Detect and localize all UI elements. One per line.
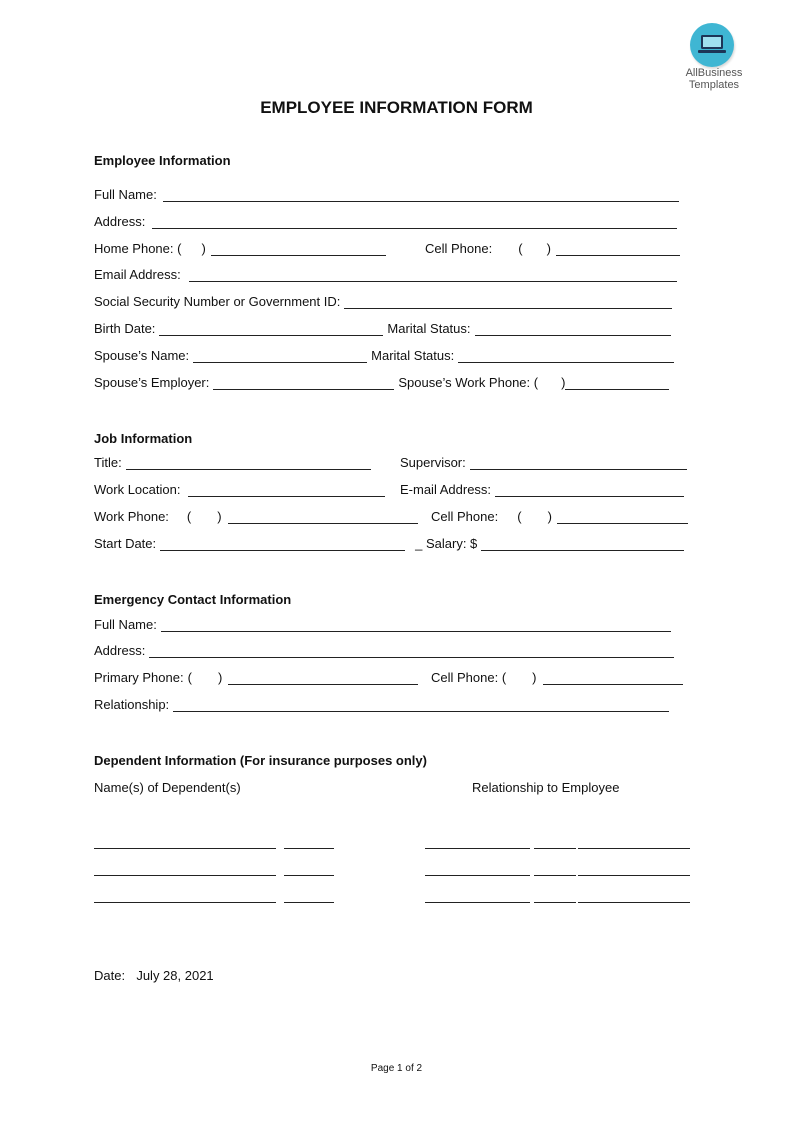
- email-row: Email Address:: [94, 268, 677, 282]
- work-location-row: Work Location:: [94, 483, 385, 497]
- dependent-relationship-row: [425, 835, 690, 849]
- emergency-cell-row: Cell Phone: ( ): [431, 671, 683, 685]
- emergency-address-field[interactable]: [149, 645, 674, 658]
- dependent-extra-field[interactable]: [284, 863, 334, 876]
- dependent-row: [94, 835, 334, 849]
- address-field[interactable]: [152, 216, 677, 229]
- spouse-name-field[interactable]: [193, 350, 367, 363]
- dependent-names-header: Name(s) of Dependent(s): [94, 780, 241, 795]
- page-title: EMPLOYEE INFORMATION FORM: [260, 98, 533, 117]
- emergency-name-field[interactable]: [161, 619, 671, 632]
- work-phone-field[interactable]: [228, 511, 418, 524]
- section-heading-employee: Employee Information: [94, 153, 231, 168]
- dependent-relationship-field[interactable]: [534, 890, 576, 903]
- spouse-work-phone-field[interactable]: [565, 377, 669, 390]
- cell-phone-row: Cell Phone: ( ): [425, 242, 680, 256]
- supervisor-field[interactable]: [470, 457, 687, 470]
- laptop-icon: [690, 23, 734, 67]
- relationship-field[interactable]: [173, 699, 669, 712]
- supervisor-row: Supervisor:: [400, 456, 687, 470]
- emergency-cell-field[interactable]: [543, 672, 683, 685]
- full-name-field[interactable]: [163, 189, 679, 202]
- spouse-marital-status-field[interactable]: [458, 350, 674, 363]
- start-date-row: Start Date: _ Salary: $: [94, 537, 684, 551]
- work-phone-row: Work Phone: ( ): [94, 510, 418, 524]
- date-row: [94, 968, 214, 983]
- dependent-extra-field[interactable]: [284, 836, 334, 849]
- home-phone-field[interactable]: [211, 243, 386, 256]
- section-heading-dependent: Dependent Information (For insurance purposes only): [94, 753, 427, 768]
- section-heading-emergency: Emergency Contact Information: [94, 592, 292, 607]
- work-location-field[interactable]: [188, 484, 385, 497]
- full-name-row: Full Name:: [94, 188, 679, 202]
- ssn-row: Social Security Number or Government ID:: [94, 295, 672, 309]
- dependent-extra-field[interactable]: [284, 890, 334, 903]
- dependent-row: [94, 862, 334, 876]
- spouse-employer-row: Spouse’s Employer: Spouse’s Work Phone: ( ): [94, 376, 669, 390]
- logo-text: AllBusiness Templates: [685, 67, 743, 91]
- marital-status-field[interactable]: [475, 323, 671, 336]
- birth-date-field[interactable]: [159, 323, 383, 336]
- date-value: July 28, 2021: [136, 968, 214, 983]
- page-number: Page 1 of 2: [370, 1063, 423, 1074]
- job-email-field[interactable]: [495, 484, 684, 497]
- date-label: Date:: [94, 968, 126, 983]
- spouse-name-row: Spouse’s Name: Marital Status:: [94, 349, 674, 363]
- dependent-relationship-field[interactable]: [425, 890, 530, 903]
- section-heading-job: Job Information: [94, 431, 193, 446]
- dependent-name-field[interactable]: [94, 836, 276, 849]
- primary-phone-field[interactable]: [228, 672, 418, 685]
- dependent-name-field[interactable]: [94, 890, 276, 903]
- dependent-relationship-header: Relationship to Employee: [472, 780, 620, 795]
- dependent-relationship-row: [425, 862, 690, 876]
- dependent-row: [94, 889, 334, 903]
- birth-date-row: Birth Date: Marital Status:: [94, 322, 671, 336]
- emergency-name-row: Full Name:: [94, 618, 671, 632]
- logo-badge: [690, 23, 734, 67]
- dependent-name-field[interactable]: [94, 863, 276, 876]
- salary-field[interactable]: [481, 538, 684, 551]
- dependent-relationship-field[interactable]: [425, 863, 530, 876]
- job-email-row: E-mail Address:: [400, 483, 684, 497]
- dependent-relationship-field[interactable]: [534, 863, 576, 876]
- dependent-relationship-row: [425, 889, 690, 903]
- relationship-row: Relationship:: [94, 698, 669, 712]
- dependent-relationship-field[interactable]: [534, 836, 576, 849]
- job-cell-phone-row: Cell Phone: ( ): [431, 510, 688, 524]
- job-title-field[interactable]: [126, 457, 371, 470]
- dependent-relationship-field[interactable]: [578, 836, 690, 849]
- spouse-employer-field[interactable]: [213, 377, 394, 390]
- cell-phone-field[interactable]: [556, 243, 680, 256]
- dependent-relationship-field[interactable]: [578, 863, 690, 876]
- dependent-relationship-field[interactable]: [425, 836, 530, 849]
- email-field[interactable]: [189, 269, 677, 282]
- job-cell-phone-field[interactable]: [557, 511, 688, 524]
- primary-phone-row: Primary Phone: ( ): [94, 671, 418, 685]
- ssn-field[interactable]: [344, 296, 672, 309]
- dependent-relationship-field[interactable]: [578, 890, 690, 903]
- emergency-address-row: Address:: [94, 644, 674, 658]
- home-phone-row: Home Phone: ( ): [94, 242, 386, 256]
- start-date-field[interactable]: [160, 538, 405, 551]
- address-row: Address:: [94, 215, 677, 229]
- job-title-row: Title:: [94, 456, 371, 470]
